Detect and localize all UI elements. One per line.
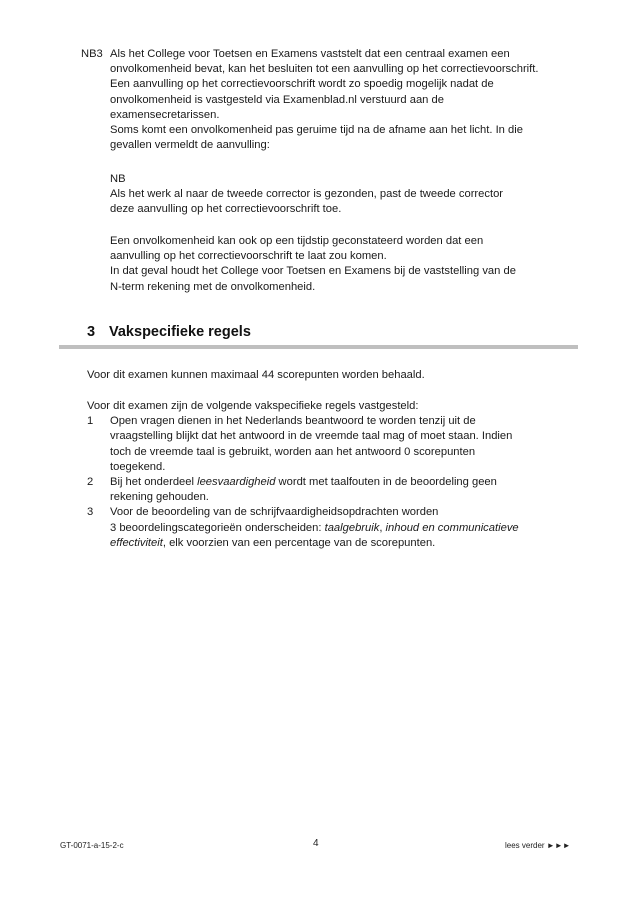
text-line: [110, 521, 519, 536]
text-line: toch de vreemde taal is gebruikt, worden aan het antwoord 0 scorepunten: [110, 445, 476, 458]
text-line: Een onvolkomenheid kan ook op een tijdstip geconstateerd worden dat een: [110, 235, 484, 247]
text-line: Voor de beoordeling van de schrijfvaardigheidsopdrachten worden: [110, 506, 439, 519]
text-line: Een aanvulling op het correctievoorschrift wordt zo spoedig mogelijk nadat de: [110, 78, 494, 91]
text-segment: wordt met taalfouten in de beoordeling geen: [275, 476, 497, 489]
nb3-paragraph-1: [110, 47, 600, 153]
text-line: In dat geval houdt het College voor Toetsen en Examens bij de vaststelling van de: [110, 265, 516, 278]
text-segment: , elk voorzien van een percentage van de scorepunten.: [162, 536, 436, 549]
rule-number: 2: [87, 476, 94, 489]
text-segment: ,: [379, 521, 386, 534]
section-number: 3: [87, 324, 96, 340]
text-line: examensecretarissen.: [110, 108, 220, 121]
text-line: gevallen vermeldt de aanvulling:: [110, 139, 270, 152]
text-line: Soms komt een onvolkomenheid pas geruime tijd na de afname aan het licht. In die: [110, 124, 523, 137]
text-line: [110, 475, 519, 490]
text-segment: 3 beoordelingscategorieën onderscheiden:: [110, 521, 325, 534]
rule-number: 3: [87, 506, 94, 519]
text-line: onvolkomenheid is vastgesteld via Examenblad.nl verstuurd aan de: [110, 93, 444, 106]
text-line: Open vragen dienen in het Nederlands beantwoord te worden tenzij uit de: [110, 415, 476, 428]
nb-label: NB: [110, 173, 126, 185]
text-line: Als het College voor Toetsen en Examens vaststelt dat een centraal examen een: [110, 48, 510, 60]
text-line: Als het werk al naar de tweede corrector is gezonden, past de tweede corrector: [110, 188, 504, 201]
nb3-label: NB3: [81, 48, 103, 60]
continue-note: lees verder ►►►: [505, 841, 571, 850]
text-line: toegekend.: [110, 460, 166, 473]
text-segment: Bij het onderdeel: [110, 476, 198, 489]
section-heading: [87, 325, 251, 340]
rule-item-1: [87, 414, 519, 475]
text-line: rekening gehouden.: [110, 491, 209, 504]
section-intro: Voor dit examen kunnen maximaal 44 scorepunten worden behaald.: [87, 369, 425, 381]
footer-code: GT-0071-a-15-2-c: [60, 841, 124, 850]
text-line: N-term rekening met de onvolkomenheid.: [110, 280, 316, 293]
section-divider: [59, 345, 578, 349]
text-line: deze aanvulling op het correctievoorschrift toe.: [110, 203, 342, 216]
page-number: 4: [313, 838, 319, 849]
emphasis: taalgebruik: [324, 521, 380, 534]
emphasis: effectiviteit: [110, 536, 163, 549]
nb3-paragraph-3: [110, 234, 600, 295]
rules-list: [87, 399, 519, 551]
section-title: Vakspecifieke regels: [109, 324, 251, 340]
text-line: onvolkomenheid bevat, kan het besluiten tot een aanvulling op het correctievoorschrift.: [110, 63, 539, 76]
text-line: vraagstelling blijkt dat het antwoord in de vreemde taal mag of moet staan. Indien: [110, 430, 513, 443]
emphasis: inhoud en communicatieve: [385, 521, 519, 534]
rule-item-3: [87, 505, 519, 551]
rule-number: 1: [87, 415, 94, 428]
nb-note: [110, 172, 600, 218]
emphasis: leesvaardigheid: [197, 476, 276, 489]
rule-item-2: [87, 475, 519, 505]
rules-intro: Voor dit examen zijn de volgende vakspecifieke regels vastgesteld:: [87, 400, 419, 412]
text-line: aanvulling op het correctievoorschrift te laat zou komen.: [110, 250, 387, 263]
text-line: [110, 536, 519, 551]
